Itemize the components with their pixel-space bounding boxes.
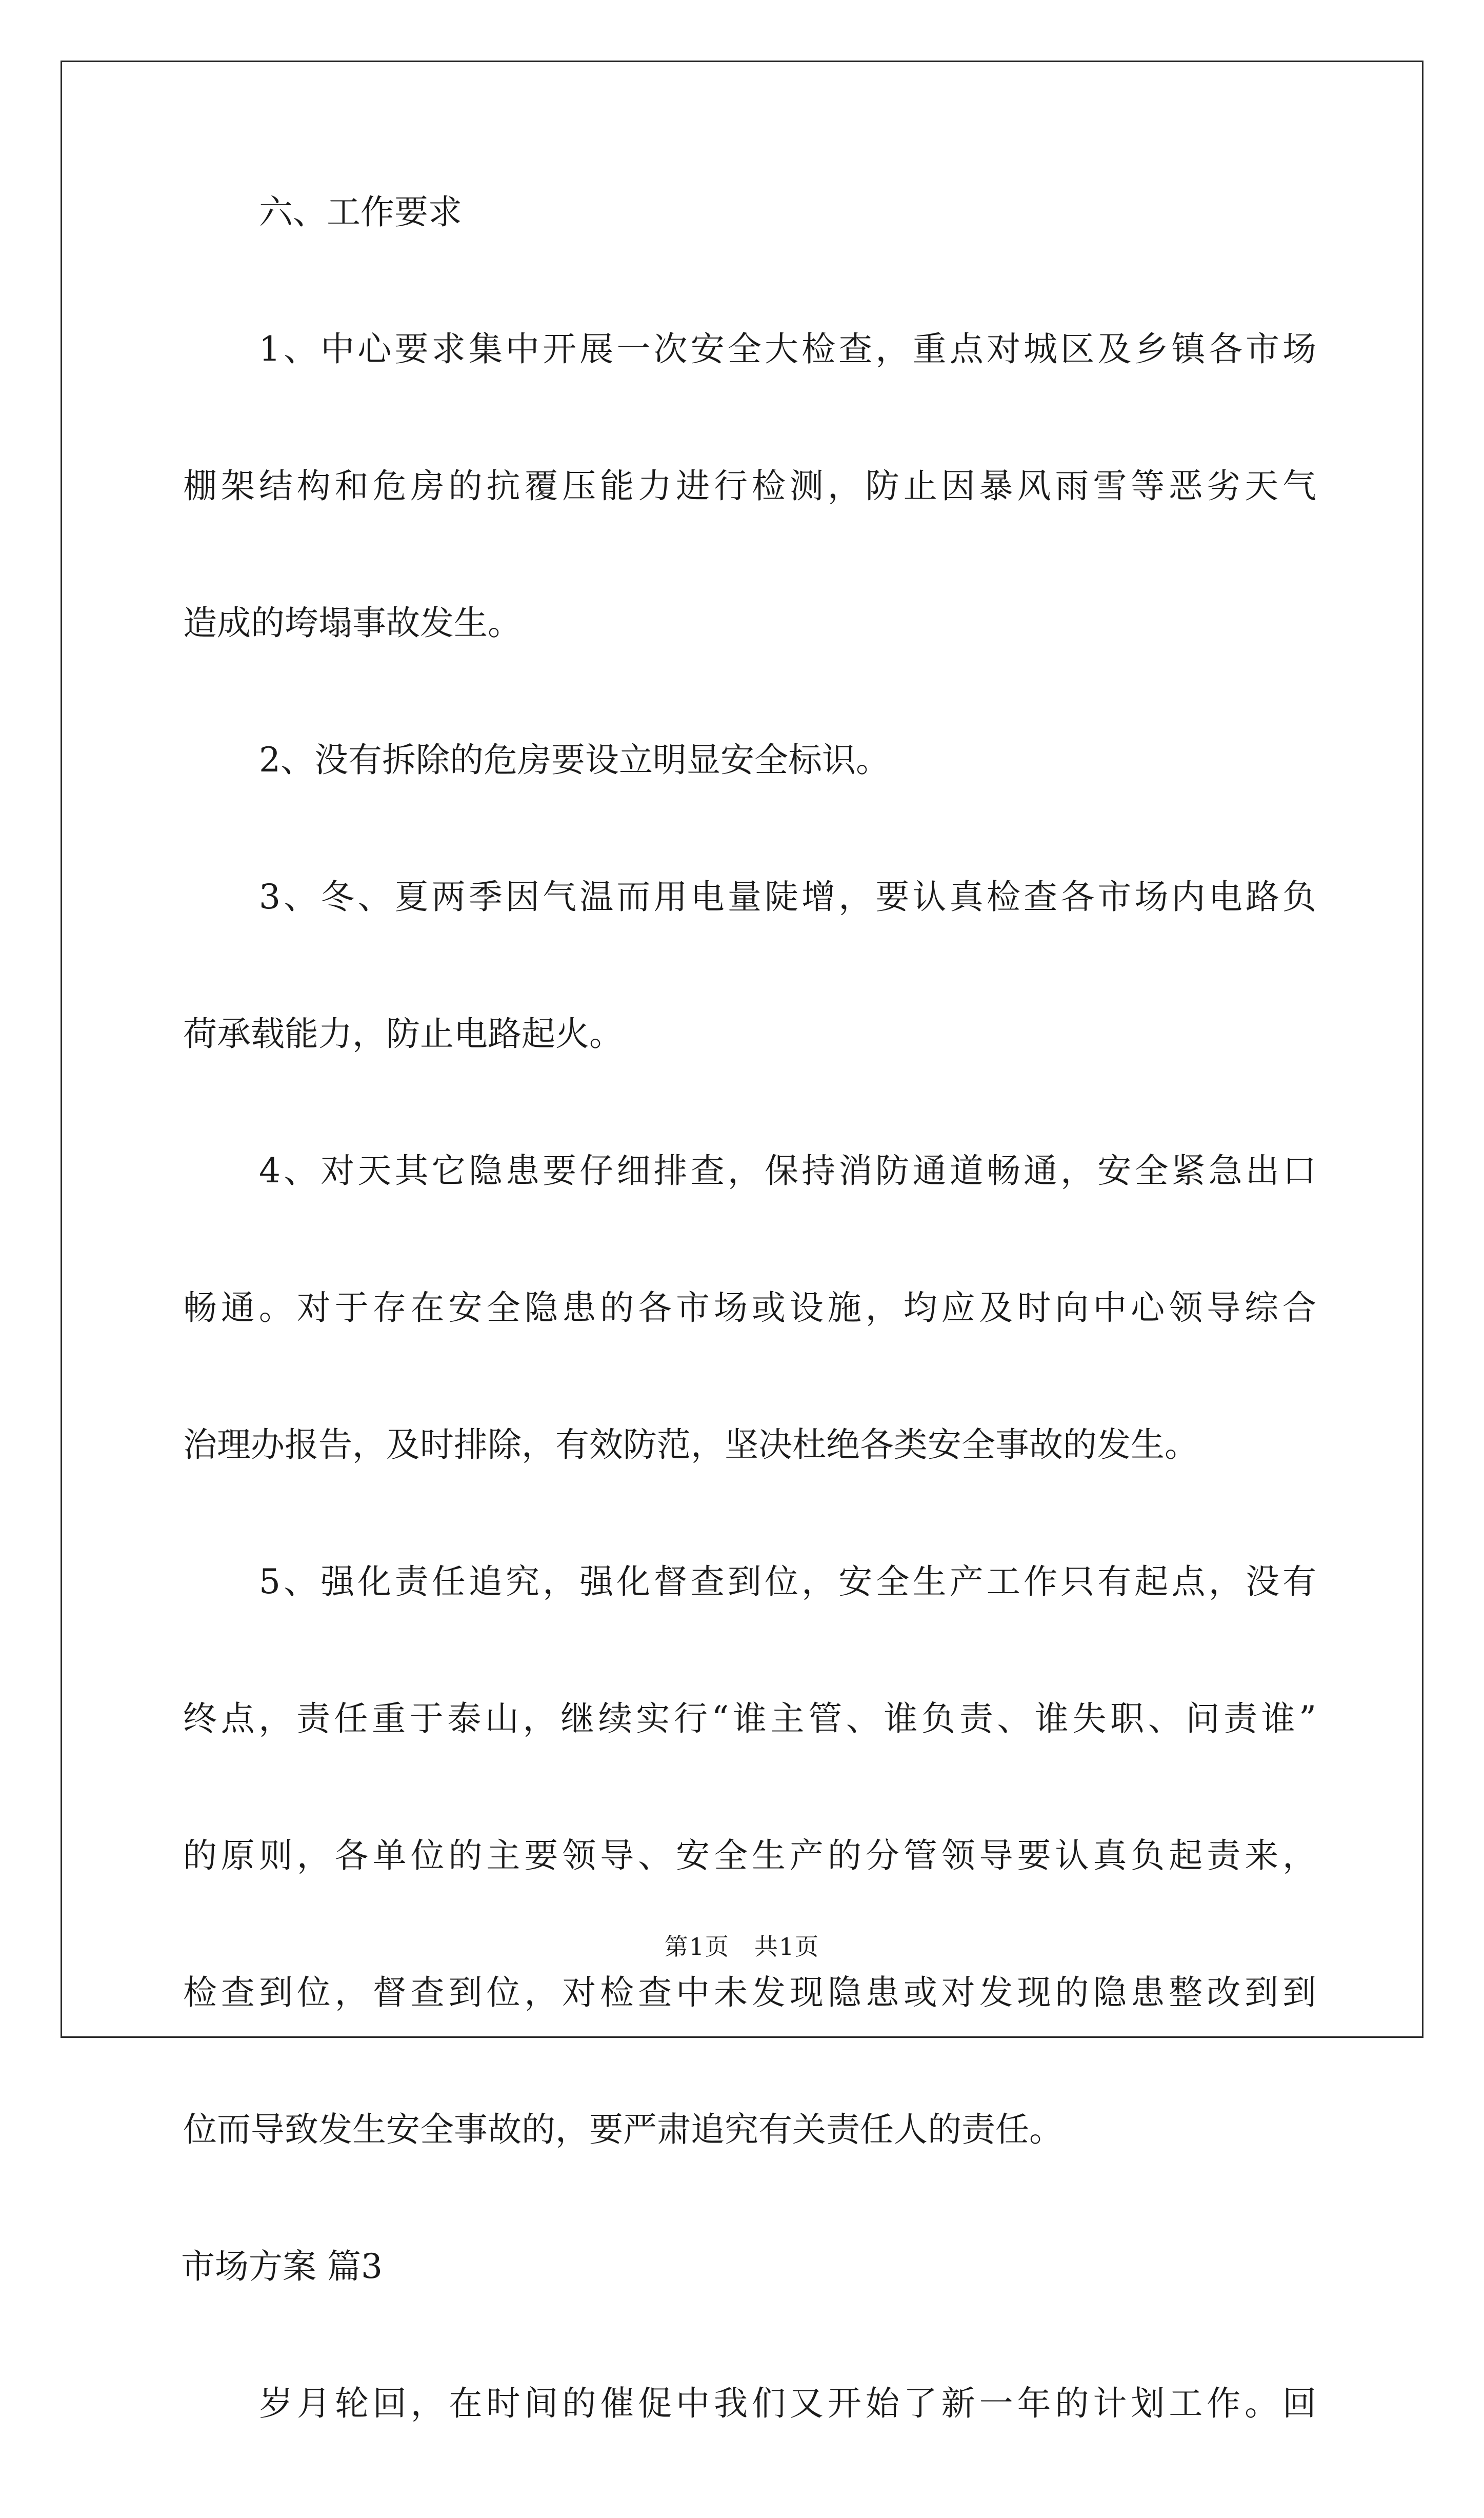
text-line: 2、没有拆除的危房要设立明显安全标识。 [259,740,890,780]
text-line: 岁月轮回，在时间的催促中我们又开始了新一年的计划工作。回 [259,2384,1316,2423]
document-body [183,190,1316,2518]
text-line: 位而导致发生安全事故的，要严肃追究有关责任人的责任。 [183,2110,1063,2149]
section-heading: 市场方案 篇3 [181,2247,383,2286]
paragraph-heading: 六、工作要求 [259,192,462,232]
text-line: 畅通。对于存在安全隐患的各市场或设施，均应及时向中心领导综合 [183,1288,1316,1327]
text-line: 造成的垮塌事故发生。 [183,603,522,643]
text-line: 3、冬、夏两季因气温而用电量陡增，要认真检查各市场内电路负 [259,877,1316,917]
text-line: 治理办报告，及时排除，有效防范，坚决杜绝各类安全事故的发生。 [183,1425,1198,1464]
page-footer: 第1页 共1页 [664,1933,820,1960]
text-line: 终点，责任重于泰山，继续实行“谁主管、谁负责、谁失职、问责谁” [183,1699,1316,1738]
text-line: 的原则，各单位的主要领导、安全生产的分管领导要认真负起责来， [183,1836,1316,1875]
text-line: 棚架结构和危房的抗覆压能力进行检测，防止因暴风雨雪等恶劣天气 [183,466,1316,506]
text-line: 荷承载能力，防止电路起火。 [183,1014,623,1054]
text-line: 5、强化责任追究，强化督查到位，安全生产工作只有起点，没有 [259,1562,1316,1601]
text-line: 检查到位，督查到位，对检查中未发现隐患或对发现的隐患整改到到 [183,1973,1316,2012]
text-line: 4、对天其它隐患要仔细排查，保持消防通道畅通，安全紧急出口 [259,1151,1316,1191]
text-line: 1、中心要求集中开展一次安全大检查，重点对城区及乡镇各市场 [259,329,1316,369]
